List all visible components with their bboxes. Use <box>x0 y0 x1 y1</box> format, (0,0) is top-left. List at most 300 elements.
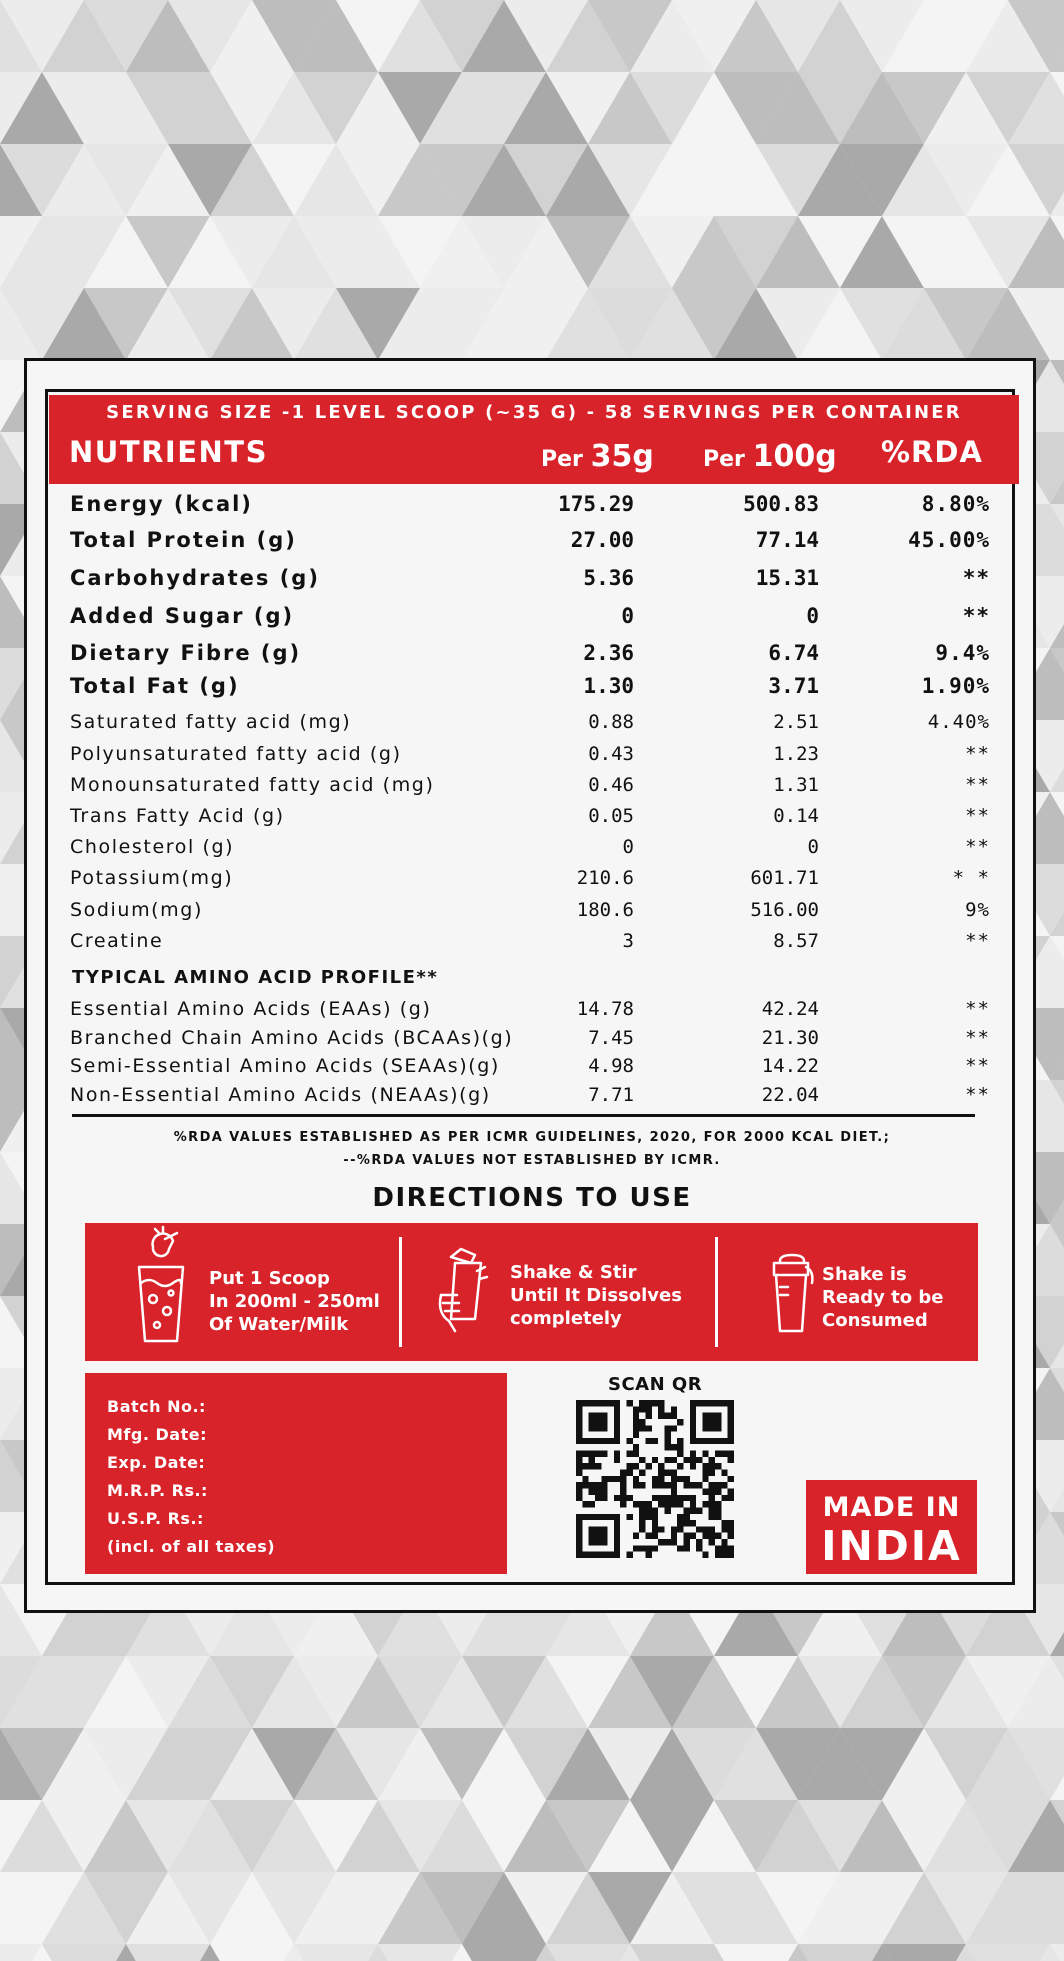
qr-module <box>627 1495 633 1501</box>
direction-separator <box>399 1237 402 1347</box>
qr-module <box>582 1451 588 1457</box>
nutrient-name: Dietary Fibre (g) <box>70 641 302 665</box>
qr-module <box>652 1438 658 1444</box>
qr-module <box>728 1526 734 1532</box>
qr-module <box>671 1470 677 1476</box>
background-triangle <box>294 1944 378 1961</box>
qr-module <box>658 1495 664 1501</box>
qr-module <box>620 1495 626 1501</box>
per-35g-value: 0.46 <box>588 774 634 796</box>
qr-module <box>683 1476 689 1482</box>
qr-module <box>677 1451 683 1457</box>
qr-module <box>721 1482 727 1488</box>
rda-value: ** <box>962 604 990 628</box>
qr-module <box>646 1463 652 1469</box>
qr-module <box>709 1539 715 1545</box>
nutrient-name: Total Protein (g) <box>70 528 297 552</box>
amino-name: Branched Chain Amino Acids (BCAAs)(g) <box>70 1027 514 1049</box>
qr-module <box>633 1419 639 1425</box>
background-triangle <box>462 1944 546 1961</box>
qr-module <box>664 1438 670 1444</box>
per-35g-heading <box>541 439 654 474</box>
background-triangle <box>798 1944 882 1961</box>
nutrient-name: Trans Fatty Acid (g) <box>70 805 285 827</box>
qr-module <box>709 1495 715 1501</box>
per-100g-value: 1.31 <box>773 774 819 796</box>
qr-module <box>721 1526 727 1532</box>
usp-label: U.S.P. Rs.: <box>107 1509 204 1528</box>
per-35g-value: 2.36 <box>583 641 634 665</box>
qr-module <box>677 1545 683 1551</box>
nutrient-name: Energy (kcal) <box>70 492 253 516</box>
qr-module <box>646 1533 652 1539</box>
qr-module <box>683 1533 689 1539</box>
qr-module <box>702 1501 708 1507</box>
background-triangle <box>882 1944 966 1961</box>
direction-step-2-line: Shake & Stir <box>510 1262 637 1283</box>
per-100g-value: 0.14 <box>773 805 819 827</box>
qr-module <box>690 1533 696 1539</box>
per-35g-value: 4.98 <box>588 1055 634 1077</box>
qr-module <box>639 1406 645 1412</box>
qr-module <box>690 1451 696 1457</box>
qr-module <box>664 1539 670 1545</box>
qr-module <box>652 1507 658 1513</box>
qr-module <box>683 1539 689 1545</box>
directions-bar <box>85 1223 978 1361</box>
qr-module <box>658 1413 664 1419</box>
qr-module <box>589 1463 595 1469</box>
qr-module <box>683 1457 689 1463</box>
qr-module <box>639 1400 645 1406</box>
direction-step-1 <box>209 1267 380 1336</box>
background-triangle <box>714 1944 798 1961</box>
nutrient-name: Sodium(mg) <box>70 899 203 921</box>
qr-module <box>639 1545 645 1551</box>
qr-module <box>715 1545 721 1551</box>
per-35g-value: 180.6 <box>576 899 634 921</box>
qr-module <box>702 1476 708 1482</box>
india-text: INDIA <box>821 1522 962 1570</box>
qr-module <box>728 1495 734 1501</box>
per-35g-value: 175.29 <box>558 492 634 516</box>
qr-module <box>677 1419 683 1425</box>
rda-value: ** <box>965 805 990 827</box>
batch-info-box <box>85 1373 507 1574</box>
qr-module <box>633 1451 639 1457</box>
amino-name: Essential Amino Acids (EAAs) (g) <box>70 998 432 1020</box>
qr-module <box>715 1552 721 1558</box>
qr-module <box>671 1539 677 1545</box>
nutrients-heading: NUTRIENTS <box>69 435 268 469</box>
per-35g-value: 27.00 <box>570 528 634 552</box>
qr-module <box>696 1482 702 1488</box>
qr-module <box>715 1533 721 1539</box>
qr-module <box>728 1451 734 1457</box>
qr-module <box>576 1451 582 1457</box>
qr-module <box>595 1482 601 1488</box>
background-triangle <box>126 1944 210 1961</box>
rda-value: ** <box>965 930 990 952</box>
qr-module <box>658 1526 664 1532</box>
qr-module <box>671 1476 677 1482</box>
qr-module <box>696 1545 702 1551</box>
qr-module <box>633 1501 639 1507</box>
background-triangle <box>630 1944 714 1961</box>
qr-module <box>677 1514 683 1520</box>
qr-module <box>715 1488 721 1494</box>
qr-module <box>690 1495 696 1501</box>
qr-module <box>715 1514 721 1520</box>
per-35g-value: 210.6 <box>576 867 634 889</box>
qr-module <box>728 1520 734 1526</box>
qr-module <box>576 1488 582 1494</box>
per-100g-value: 77.14 <box>755 528 819 552</box>
qr-module <box>627 1451 633 1457</box>
qr-module <box>709 1533 715 1539</box>
qr-module <box>652 1533 658 1539</box>
mfg-date-label: Mfg. Date: <box>107 1425 207 1444</box>
qr-module <box>639 1514 645 1520</box>
qr-module <box>633 1413 639 1419</box>
qr-module <box>671 1482 677 1488</box>
qr-module <box>709 1463 715 1469</box>
qr-code[interactable] <box>576 1400 734 1558</box>
qr-module <box>702 1488 708 1494</box>
qr-module <box>702 1552 708 1558</box>
qr-module <box>702 1463 708 1469</box>
qr-module <box>646 1400 652 1406</box>
qr-module <box>582 1482 588 1488</box>
qr-finder-center <box>589 1413 608 1432</box>
qr-module <box>683 1482 689 1488</box>
per-100g-value: 14.22 <box>761 1055 819 1077</box>
qr-finder-center <box>589 1526 608 1545</box>
direction-step-3 <box>822 1263 943 1332</box>
qr-module <box>658 1539 664 1545</box>
qr-module <box>652 1482 658 1488</box>
qr-module <box>627 1463 633 1469</box>
qr-module <box>652 1457 658 1463</box>
qr-module <box>639 1457 645 1463</box>
qr-module <box>652 1520 658 1526</box>
qr-module <box>646 1501 652 1507</box>
qr-module <box>646 1545 652 1551</box>
scan-qr-label: SCAN QR <box>608 1374 703 1395</box>
qr-module <box>690 1463 696 1469</box>
per-35g-value: 35g <box>590 439 654 474</box>
nutrient-name: Potassium(mg) <box>70 867 234 889</box>
per-35g-value: 3 <box>622 930 634 952</box>
qr-module <box>715 1507 721 1513</box>
qr-module <box>683 1507 689 1513</box>
per-100g-value: 22.04 <box>761 1084 819 1106</box>
made-in-india-badge <box>806 1480 977 1574</box>
qr-module <box>595 1463 601 1469</box>
qr-module <box>690 1501 696 1507</box>
qr-module <box>690 1482 696 1488</box>
background-triangle <box>546 1944 630 1961</box>
qr-module <box>582 1463 588 1469</box>
qr-module <box>683 1520 689 1526</box>
direction-step-3-line: Consumed <box>822 1310 928 1331</box>
qr-module <box>595 1495 601 1501</box>
qr-module <box>721 1545 727 1551</box>
glass-scoop-icon <box>135 1225 191 1353</box>
exp-date-label: Exp. Date: <box>107 1453 206 1472</box>
qr-module <box>595 1451 601 1457</box>
qr-module <box>614 1476 620 1482</box>
hand-shaker-icon <box>437 1247 489 1337</box>
qr-module <box>664 1507 670 1513</box>
qr-module <box>639 1470 645 1476</box>
qr-module <box>658 1463 664 1469</box>
direction-step-1-line: In 200ml - 250ml <box>209 1291 380 1312</box>
qr-module <box>576 1457 582 1463</box>
qr-module <box>677 1520 683 1526</box>
qr-module <box>658 1406 664 1412</box>
direction-separator <box>715 1237 718 1347</box>
qr-module <box>595 1488 601 1494</box>
background-triangle <box>966 1944 1050 1961</box>
qr-module <box>721 1470 727 1476</box>
per-35g-value: 0.43 <box>588 743 634 765</box>
qr-module <box>671 1457 677 1463</box>
nutrient-name: Monounsaturated fatty acid (mg) <box>70 774 435 796</box>
qr-module <box>702 1451 708 1457</box>
qr-module <box>690 1457 696 1463</box>
qr-module <box>589 1451 595 1457</box>
per-35g-value: 7.45 <box>588 1027 634 1049</box>
qr-module <box>728 1476 734 1482</box>
qr-module <box>721 1495 727 1501</box>
qr-module <box>589 1482 595 1488</box>
per-35g-value: 0 <box>622 836 634 858</box>
qr-module <box>646 1425 652 1431</box>
qr-module <box>658 1482 664 1488</box>
qr-module <box>677 1438 683 1444</box>
nutrient-name: Carbohydrates (g) <box>70 566 320 590</box>
qr-module <box>608 1476 614 1482</box>
qr-module <box>646 1413 652 1419</box>
qr-module <box>702 1533 708 1539</box>
rda-value: 45.00% <box>908 528 990 552</box>
rda-value: ** <box>965 1084 990 1106</box>
qr-module <box>633 1545 639 1551</box>
qr-module <box>639 1501 645 1507</box>
per-35g-value: 0.88 <box>588 711 634 733</box>
qr-module <box>601 1451 607 1457</box>
qr-module <box>664 1482 670 1488</box>
qr-module <box>601 1482 607 1488</box>
serving-size-text: SERVING SIZE -1 LEVEL SCOOP (~35 G) - 58 SERVINGS PER CONTAINER <box>106 402 962 423</box>
qr-module <box>696 1507 702 1513</box>
qr-module <box>601 1495 607 1501</box>
per-100g-value: 21.30 <box>761 1027 819 1049</box>
per-35g-value: 7.71 <box>588 1084 634 1106</box>
qr-module <box>683 1545 689 1551</box>
qr-module <box>677 1476 683 1482</box>
qr-module <box>702 1470 708 1476</box>
rda-value: ** <box>965 836 990 858</box>
qr-module <box>709 1488 715 1494</box>
qr-module <box>652 1545 658 1551</box>
qr-module <box>627 1552 633 1558</box>
qr-module <box>677 1501 683 1507</box>
rda-value: * * <box>952 867 990 889</box>
qr-module <box>671 1501 677 1507</box>
qr-module <box>576 1482 582 1488</box>
qr-module <box>601 1488 607 1494</box>
qr-module <box>658 1476 664 1482</box>
qr-module <box>614 1495 620 1501</box>
qr-module <box>671 1526 677 1532</box>
amino-name: Non-Essential Amino Acids (NEAAs)(g) <box>70 1084 491 1106</box>
per-100g-value: 15.31 <box>755 566 819 590</box>
qr-module <box>652 1526 658 1532</box>
qr-module <box>664 1413 670 1419</box>
per-100g-value: 42.24 <box>761 998 819 1020</box>
qr-module <box>620 1501 626 1507</box>
qr-module <box>671 1413 677 1419</box>
qr-module <box>589 1501 595 1507</box>
qr-module <box>664 1501 670 1507</box>
qr-module <box>646 1406 652 1412</box>
qr-module <box>627 1470 633 1476</box>
qr-module <box>620 1488 626 1494</box>
direction-step-2 <box>510 1261 682 1330</box>
per-100g-value: 0 <box>807 836 819 858</box>
qr-module <box>721 1451 727 1457</box>
qr-module <box>728 1488 734 1494</box>
qr-module <box>715 1451 721 1457</box>
rda-value: ** <box>965 743 990 765</box>
qr-module <box>576 1470 582 1476</box>
qr-module <box>664 1457 670 1463</box>
directions-title: DIRECTIONS TO USE <box>372 1183 692 1213</box>
qr-module <box>639 1520 645 1526</box>
qr-module <box>652 1495 658 1501</box>
rda-value: ** <box>965 998 990 1020</box>
nutrient-name: Added Sugar (g) <box>70 604 295 628</box>
qr-module <box>639 1482 645 1488</box>
rda-value: 9% <box>965 899 990 921</box>
qr-module <box>639 1425 645 1431</box>
qr-module <box>664 1432 670 1438</box>
qr-module <box>696 1539 702 1545</box>
nutrient-name: Creatine <box>70 930 164 952</box>
qr-module <box>646 1514 652 1520</box>
batch-number-label: Batch No.: <box>107 1397 206 1416</box>
per-100g-value: 500.83 <box>743 492 819 516</box>
qr-module <box>646 1507 652 1513</box>
qr-module <box>633 1432 639 1438</box>
amino-profile-title: TYPICAL AMINO ACID PROFILE** <box>72 967 439 988</box>
qr-module <box>709 1514 715 1520</box>
mrp-label: M.R.P. Rs.: <box>107 1481 208 1500</box>
qr-module <box>633 1482 639 1488</box>
direction-step-1-line: Of Water/Milk <box>209 1314 349 1335</box>
qr-module <box>671 1406 677 1412</box>
qr-module <box>728 1457 734 1463</box>
qr-module <box>696 1457 702 1463</box>
qr-module <box>589 1488 595 1494</box>
rda-value: ** <box>965 1027 990 1049</box>
direction-step-3-line: Ready to be <box>822 1287 944 1308</box>
qr-module <box>658 1400 664 1406</box>
qr-module <box>658 1501 664 1507</box>
qr-module <box>671 1495 677 1501</box>
qr-module <box>664 1470 670 1476</box>
qr-module <box>709 1470 715 1476</box>
qr-module <box>677 1463 683 1469</box>
qr-module <box>690 1520 696 1526</box>
rda-value: ** <box>965 1055 990 1077</box>
qr-module <box>728 1545 734 1551</box>
qr-module <box>582 1476 588 1482</box>
nutrient-name: Polyunsaturated fatty acid (g) <box>70 743 402 765</box>
per-100g-value: 601.71 <box>750 867 819 889</box>
rda-value: ** <box>965 774 990 796</box>
qr-module <box>646 1552 652 1558</box>
per-100g-value: 0 <box>806 604 819 628</box>
background-triangle <box>378 1944 462 1961</box>
qr-module <box>639 1419 645 1425</box>
qr-module <box>709 1526 715 1532</box>
qr-module <box>614 1457 620 1463</box>
qr-module <box>709 1482 715 1488</box>
qr-module <box>709 1457 715 1463</box>
rda-note-1: %RDA VALUES ESTABLISHED AS PER ICMR GUIDELINES, 2020, FOR 2000 KCAL DIET.; <box>173 1130 891 1145</box>
qr-module <box>671 1425 677 1431</box>
rda-heading: %RDA <box>881 435 983 469</box>
qr-module <box>664 1444 670 1450</box>
qr-module <box>627 1514 633 1520</box>
rda-value: 1.90% <box>921 674 990 698</box>
per-35g-value: 5.36 <box>583 566 634 590</box>
qr-module <box>683 1514 689 1520</box>
qr-module <box>620 1482 626 1488</box>
qr-module <box>664 1495 670 1501</box>
qr-module <box>702 1526 708 1532</box>
qr-module <box>715 1501 721 1507</box>
qr-module <box>576 1495 582 1501</box>
qr-module <box>620 1470 626 1476</box>
per-100g-heading <box>703 439 837 474</box>
per-35g-value: 1.30 <box>583 674 634 698</box>
qr-finder-center <box>702 1413 721 1432</box>
qr-module <box>677 1444 683 1450</box>
qr-module <box>690 1507 696 1513</box>
per-100g-value: 6.74 <box>768 641 819 665</box>
qr-module <box>601 1476 607 1482</box>
qr-module <box>721 1552 727 1558</box>
qr-module <box>709 1501 715 1507</box>
rda-value: 4.40% <box>927 711 990 733</box>
per-35g-value: 14.78 <box>576 998 634 1020</box>
qr-module <box>715 1482 721 1488</box>
amino-name: Semi-Essential Amino Acids (SEAAs)(g) <box>70 1055 500 1077</box>
per-100g-value: 3.71 <box>768 674 819 698</box>
qr-module <box>658 1470 664 1476</box>
made-in-text: MADE IN <box>822 1492 961 1523</box>
qr-module <box>652 1514 658 1520</box>
qr-module <box>683 1495 689 1501</box>
nutrition-header <box>49 395 1019 484</box>
qr-module <box>646 1438 652 1444</box>
qr-module <box>633 1463 639 1469</box>
direction-step-3-line: Shake is <box>822 1264 907 1285</box>
